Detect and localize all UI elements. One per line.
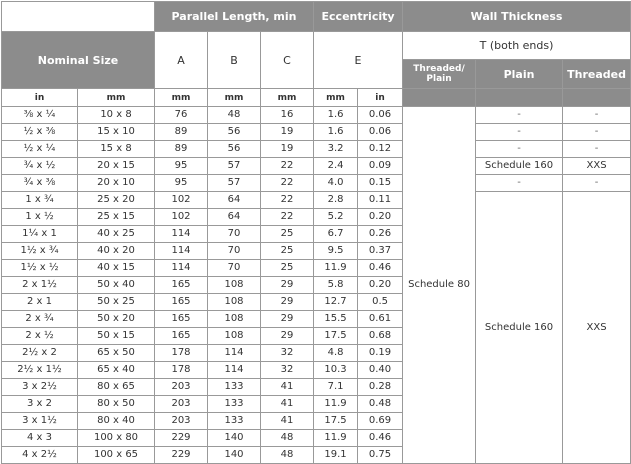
- eccentricity-in: 0.11: [358, 192, 403, 209]
- length-b: 70: [208, 260, 261, 277]
- plain-value: -: [476, 124, 563, 141]
- length-a: 203: [155, 396, 208, 413]
- threaded-value: -: [563, 141, 631, 158]
- wall-thickness-header: Wall Thickness: [403, 2, 631, 32]
- size-in: 2 x ½: [2, 328, 78, 345]
- eccentricity-mm: 1.6: [314, 107, 358, 124]
- eccentricity-in: 0.19: [358, 345, 403, 362]
- length-b: 57: [208, 158, 261, 175]
- length-c: 48: [261, 430, 314, 447]
- size-in: ¾ x ½: [2, 158, 78, 175]
- eccentricity-in: 0.06: [358, 107, 403, 124]
- length-b: 133: [208, 413, 261, 430]
- length-a: 203: [155, 379, 208, 396]
- eccentricity-in: 0.48: [358, 396, 403, 413]
- eccentricity-mm: 17.5: [314, 328, 358, 345]
- plain-value: -: [476, 141, 563, 158]
- length-b: 108: [208, 311, 261, 328]
- eccentricity-in: 0.46: [358, 430, 403, 447]
- length-b: 48: [208, 107, 261, 124]
- length-c: 29: [261, 311, 314, 328]
- table-row: [2, 107, 631, 124]
- threaded-plain-sub-blank: [403, 89, 476, 107]
- col-e-header: E: [314, 32, 403, 89]
- threaded-plain-schedule: Schedule 80: [403, 107, 476, 464]
- eccentricity-in: 0.26: [358, 226, 403, 243]
- parallel-length-header: Parallel Length, min: [155, 2, 314, 32]
- size-mm: 25 x 15: [78, 209, 155, 226]
- threaded-value: -: [563, 124, 631, 141]
- length-c: 29: [261, 277, 314, 294]
- eccentricity-in: 0.61: [358, 311, 403, 328]
- size-mm: 10 x 8: [78, 107, 155, 124]
- threaded-sub-blank: [563, 89, 631, 107]
- length-a: 95: [155, 175, 208, 192]
- threaded-value: -: [563, 107, 631, 124]
- length-c: 25: [261, 260, 314, 277]
- length-a: 178: [155, 362, 208, 379]
- length-b: 133: [208, 396, 261, 413]
- length-b: 140: [208, 447, 261, 464]
- unit-mm-e-header: mm: [314, 89, 358, 107]
- size-in: 2½ x 1½: [2, 362, 78, 379]
- length-a: 165: [155, 328, 208, 345]
- size-mm: 100 x 80: [78, 430, 155, 447]
- size-in: 4 x 3: [2, 430, 78, 447]
- eccentricity-in: 0.75: [358, 447, 403, 464]
- length-b: 64: [208, 192, 261, 209]
- size-in: 3 x 2½: [2, 379, 78, 396]
- length-c: 41: [261, 396, 314, 413]
- eccentricity-mm: 5.2: [314, 209, 358, 226]
- length-a: 114: [155, 226, 208, 243]
- size-mm: 40 x 20: [78, 243, 155, 260]
- size-in: 2 x ¾: [2, 311, 78, 328]
- length-c: 32: [261, 345, 314, 362]
- size-mm: 80 x 50: [78, 396, 155, 413]
- col-c-header: C: [261, 32, 314, 89]
- size-in: ¾ x ⅜: [2, 175, 78, 192]
- length-b: 56: [208, 141, 261, 158]
- size-mm: 50 x 40: [78, 277, 155, 294]
- eccentricity-in: 0.12: [358, 141, 403, 158]
- length-a: 89: [155, 141, 208, 158]
- length-a: 203: [155, 413, 208, 430]
- length-c: 22: [261, 175, 314, 192]
- plain-sub-blank: [476, 89, 563, 107]
- eccentricity-mm: 4.0: [314, 175, 358, 192]
- eccentricity-mm: 3.2: [314, 141, 358, 158]
- threaded-plain-header: Threaded/ Plain: [403, 60, 476, 89]
- eccentricity-in: 0.28: [358, 379, 403, 396]
- pipe-fittings-spec-table: [1, 1, 631, 464]
- length-b: 56: [208, 124, 261, 141]
- size-mm: 50 x 25: [78, 294, 155, 311]
- length-b: 108: [208, 277, 261, 294]
- length-a: 165: [155, 277, 208, 294]
- eccentricity-mm: 11.9: [314, 430, 358, 447]
- size-mm: 40 x 15: [78, 260, 155, 277]
- size-mm: 65 x 40: [78, 362, 155, 379]
- eccentricity-in: 0.20: [358, 277, 403, 294]
- length-a: 89: [155, 124, 208, 141]
- unit-mm-b-header: mm: [208, 89, 261, 107]
- eccentricity-mm: 2.4: [314, 158, 358, 175]
- length-b: 114: [208, 362, 261, 379]
- length-b: 64: [208, 209, 261, 226]
- length-a: 229: [155, 430, 208, 447]
- eccentricity-mm: 5.8: [314, 277, 358, 294]
- plain-value: -: [476, 175, 563, 192]
- size-in: 2 x 1: [2, 294, 78, 311]
- size-in: 1½ x ½: [2, 260, 78, 277]
- size-in: 3 x 2: [2, 396, 78, 413]
- length-c: 16: [261, 107, 314, 124]
- length-a: 95: [155, 158, 208, 175]
- length-b: 108: [208, 294, 261, 311]
- size-in: ⅜ x ¼: [2, 107, 78, 124]
- length-c: 29: [261, 328, 314, 345]
- length-a: 165: [155, 311, 208, 328]
- plain-schedule-merged: Schedule 160: [476, 192, 563, 464]
- size-mm: 80 x 40: [78, 413, 155, 430]
- length-c: 22: [261, 158, 314, 175]
- header-blank-cell: [2, 2, 155, 32]
- eccentricity-in: 0.15: [358, 175, 403, 192]
- length-c: 19: [261, 141, 314, 158]
- eccentricity-in: 0.46: [358, 260, 403, 277]
- threaded-value: -: [563, 175, 631, 192]
- length-b: 70: [208, 243, 261, 260]
- length-a: 114: [155, 243, 208, 260]
- length-c: 25: [261, 226, 314, 243]
- size-mm: 15 x 8: [78, 141, 155, 158]
- size-in: 2 x 1½: [2, 277, 78, 294]
- size-in: 3 x 1½: [2, 413, 78, 430]
- col-b-header: B: [208, 32, 261, 89]
- length-c: 29: [261, 294, 314, 311]
- t-both-ends-header: T (both ends): [403, 32, 631, 60]
- size-mm: 20 x 10: [78, 175, 155, 192]
- nominal-size-header: Nominal Size: [2, 32, 155, 89]
- size-in: 1 x ½: [2, 209, 78, 226]
- length-b: 140: [208, 430, 261, 447]
- table-row: [2, 158, 631, 175]
- eccentricity-mm: 7.1: [314, 379, 358, 396]
- eccentricity-mm: 9.5: [314, 243, 358, 260]
- plain-value: -: [476, 107, 563, 124]
- unit-mm-header: mm: [78, 89, 155, 107]
- table-row: [2, 124, 631, 141]
- table-row: [2, 175, 631, 192]
- size-in: 4 x 2½: [2, 447, 78, 464]
- eccentricity-mm: 15.5: [314, 311, 358, 328]
- eccentricity-mm: 1.6: [314, 124, 358, 141]
- size-mm: 80 x 65: [78, 379, 155, 396]
- eccentricity-in: 0.40: [358, 362, 403, 379]
- size-mm: 100 x 65: [78, 447, 155, 464]
- eccentricity-in: 0.5: [358, 294, 403, 311]
- threaded-header: Threaded: [563, 60, 631, 89]
- threaded-schedule-merged: XXS: [563, 192, 631, 464]
- length-b: 57: [208, 175, 261, 192]
- eccentricity-mm: 10.3: [314, 362, 358, 379]
- table-row: [2, 192, 631, 209]
- eccentricity-in: 0.69: [358, 413, 403, 430]
- size-mm: 20 x 15: [78, 158, 155, 175]
- size-in: 1¼ x 1: [2, 226, 78, 243]
- threaded-value: XXS: [563, 158, 631, 175]
- eccentricity-mm: 6.7: [314, 226, 358, 243]
- length-c: 22: [261, 209, 314, 226]
- length-c: 19: [261, 124, 314, 141]
- eccentricity-in: 0.37: [358, 243, 403, 260]
- size-in: ½ x ⅜: [2, 124, 78, 141]
- length-a: 165: [155, 294, 208, 311]
- size-mm: 40 x 25: [78, 226, 155, 243]
- length-c: 41: [261, 413, 314, 430]
- eccentricity-header: Eccentricity: [314, 2, 403, 32]
- length-b: 133: [208, 379, 261, 396]
- length-a: 76: [155, 107, 208, 124]
- length-c: 25: [261, 243, 314, 260]
- table-row: [2, 141, 631, 158]
- eccentricity-mm: 12.7: [314, 294, 358, 311]
- length-b: 108: [208, 328, 261, 345]
- size-mm: 50 x 20: [78, 311, 155, 328]
- unit-mm-c-header: mm: [261, 89, 314, 107]
- length-c: 48: [261, 447, 314, 464]
- length-a: 229: [155, 447, 208, 464]
- unit-in-e-header: in: [358, 89, 403, 107]
- eccentricity-in: 0.06: [358, 124, 403, 141]
- length-c: 22: [261, 192, 314, 209]
- eccentricity-mm: 19.1: [314, 447, 358, 464]
- length-b: 114: [208, 345, 261, 362]
- eccentricity-mm: 4.8: [314, 345, 358, 362]
- eccentricity-mm: 11.9: [314, 260, 358, 277]
- length-a: 102: [155, 192, 208, 209]
- length-b: 70: [208, 226, 261, 243]
- unit-in-header: in: [2, 89, 78, 107]
- size-in: ½ x ¼: [2, 141, 78, 158]
- col-a-header: A: [155, 32, 208, 89]
- plain-value: Schedule 160: [476, 158, 563, 175]
- size-in: 2½ x 2: [2, 345, 78, 362]
- length-a: 178: [155, 345, 208, 362]
- plain-header: Plain: [476, 60, 563, 89]
- length-a: 102: [155, 209, 208, 226]
- size-mm: 50 x 15: [78, 328, 155, 345]
- unit-mm-a-header: mm: [155, 89, 208, 107]
- eccentricity-in: 0.68: [358, 328, 403, 345]
- eccentricity-mm: 17.5: [314, 413, 358, 430]
- size-mm: 25 x 20: [78, 192, 155, 209]
- eccentricity-mm: 11.9: [314, 396, 358, 413]
- length-a: 114: [155, 260, 208, 277]
- size-mm: 15 x 10: [78, 124, 155, 141]
- length-c: 32: [261, 362, 314, 379]
- size-mm: 65 x 50: [78, 345, 155, 362]
- eccentricity-in: 0.20: [358, 209, 403, 226]
- size-in: 1½ x ¾: [2, 243, 78, 260]
- eccentricity-mm: 2.8: [314, 192, 358, 209]
- length-c: 41: [261, 379, 314, 396]
- size-in: 1 x ¾: [2, 192, 78, 209]
- eccentricity-in: 0.09: [358, 158, 403, 175]
